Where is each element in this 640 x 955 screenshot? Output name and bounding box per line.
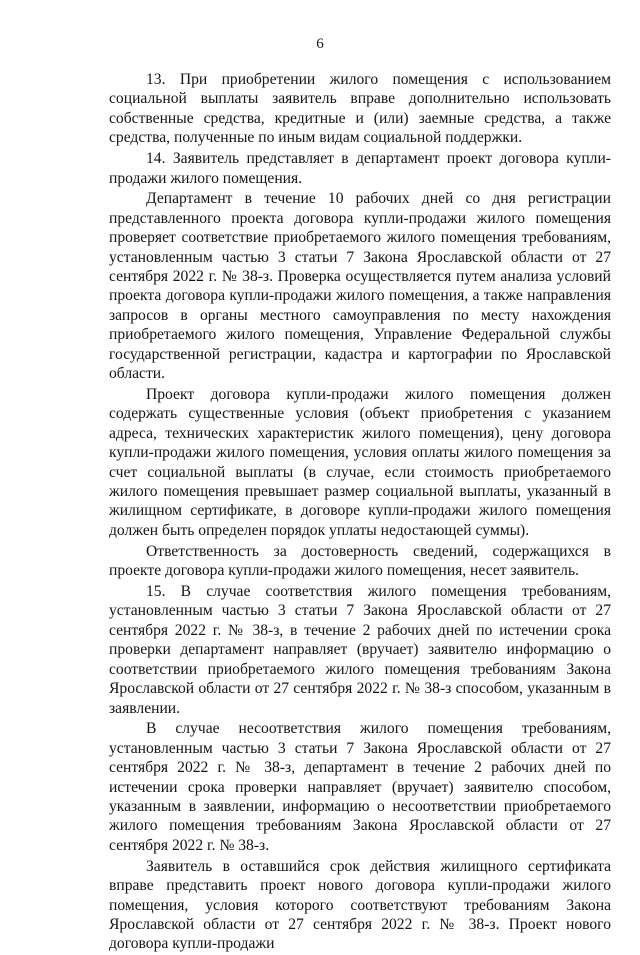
paragraph-department-check: Департамент в течение 10 рабочих дней со дня регистрации представленного проекта договора купли-продажи жилого помещения проверяет соответствие приобретаемого жилого помещения требованиям, установленным частью 3 статьи 7 Закона Ярославской области от 27 сентября 2022 г. № 38-з. Проверка осуществляется путем анализа условий проекта договора купли-продажи жилого помещения, а также направления запросов в органы местного самоуправления по месту нахождения приобретаемого жилого помещения, Управление Федеральной службы государственной регистрации, кадастра и картографии по Ярославской области. [109,190,611,383]
paragraph-noncompliance: В случае несоответствия жилого помещения требованиям, установленным частью 3 статьи 7 Закона Ярославской области от 27 сентября 2022 г. № 38-з, департамент в течение 2 рабочих дней по истечении срока проверки направляет (вручает) заявителю способом, указанным в заявлении, информацию о несоответствии приобретаемого жилого помещения требованиям Закона Ярославской области от 27 сентября 2022 г. № 38-з. [109,720,611,854]
paragraph-new-contract: Заявитель в оставшийся срок действия жилищного сертификата вправе представить проект нового договора купли-продажи жилого помещения, условия которого соответствуют требованиям Закона Ярославской области от 27 сентября 2022 г. № 38-з. Проект нового договора купли-продажи [109,857,611,953]
paragraph-14: 14. Заявитель представляет в департамент проект договора купли-продажи жилого помещения. [109,150,611,187]
page-number: 6 [316,36,324,52]
paragraph-contract-terms: Проект договора купли-продажи жилого помещения должен содержать существенные условия (объект приобретения с указанием адреса, технических характеристик жилого помещения), цену договора купли-продажи жилого помещения, условия оплаты жилого помещения за счет социальной выплаты (в случае, если стоимость приобретаемого жилого помещения превышает размер социальной выплаты, указанный в жилищном сертификате, в договоре купли-продажи жилого помещения должен быть определен порядок уплаты недостающей суммы). [109,386,611,539]
paragraph-13: 13. При приобретении жилого помещения с использованием социальной выплаты заявитель вправе дополнительно использовать собственные средства, кредитные и (или) заемные средства, а также средства, полученные по иным видам социальной поддержки. [109,71,611,147]
paragraph-15: 15. В случае соответствия жилого помещения требованиям, установленным частью 3 статьи 7 Закона Ярославской области от 27 сентября 2022 г. № 38-з, в течение 2 рабочих дней по истечении срока проверки департамент направляет (вручает) заявителю информацию о соответствии приобретаемого жилого помещения требованиям Закона Ярославской области от 27 сентября 2022 г. № 38-з способом, указанным в заявлении. [109,583,611,717]
document-body [109,70,611,955]
paragraph-responsibility: Ответственность за достоверность сведений, содержащихся в проекте договора купли-продажи жилого помещения, несет заявитель. [109,542,611,580]
